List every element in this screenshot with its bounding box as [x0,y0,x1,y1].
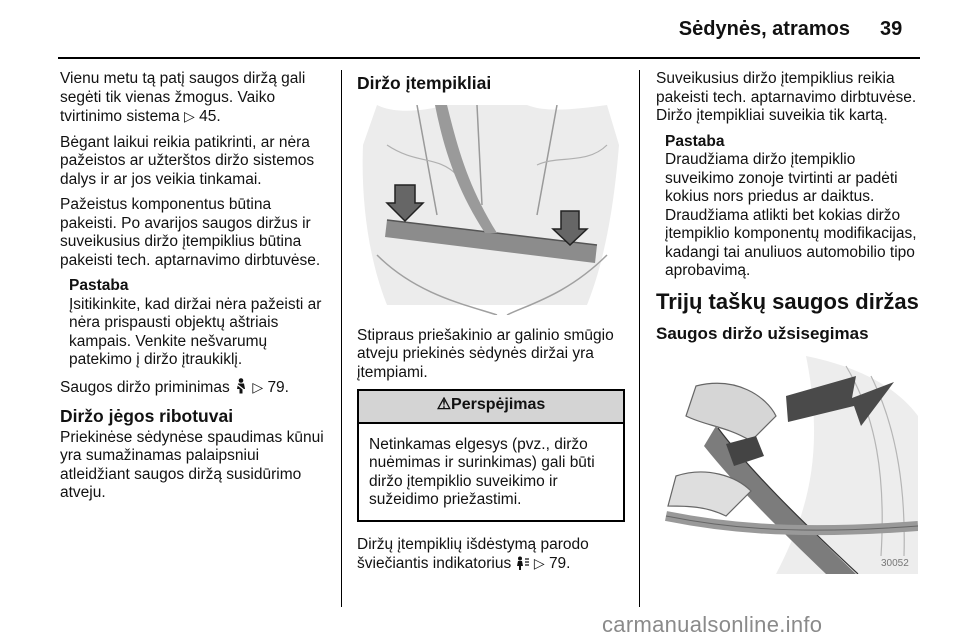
seat-belt-pretensioner-illustration [357,105,621,315]
section-heading: Diržo jėgos ribotuvai [60,406,234,426]
paragraph: Bėgant laikui reikia patikrinti, ar nėra pažeistos ar užterštos diržo sistemos dalys ir ar jos veikia tinkamai. [60,133,315,188]
section-heading: Diržo įtempikliai [357,73,492,93]
paragraph [60,378,332,398]
note [656,133,926,281]
paragraph [357,536,625,574]
subsection-heading: Saugos diržo užsisegimas [656,324,869,343]
column-divider-2 [639,70,640,607]
note [60,277,332,370]
note-text: Draudžiama diržo įtempiklio suveikimo zonoje tvirtinti ar padėti kokius nors priedus ar daiktus. Draudžiama atlikti bet kokias diržo įtempiklio komponentų modifikacijas, kadangi tai anuliuos automobilio tipo aprobavimą. [665,151,917,279]
reference-arrow-icon: ▷ [533,555,545,571]
warning-header [359,391,623,424]
column-1 [60,70,332,510]
warning-icon: ⚠ [436,396,452,413]
page-reference[interactable]: 79. [548,555,571,572]
note-text: Įsitikinkite, kad diržai nėra pažeisti ar nėra prispausti objektų aštriais kampais. Venkite nešvarumų patekimo į diržo įtraukiklį. [69,295,322,368]
paragraph: Pažeistus komponentus būtina pakeisti. Po avarijos saugos diržus ir suveikusius diržo įtempiklius būtina pakeisti tech. aptarnavimo dirbtuvėse. [60,196,321,269]
paragraph: Priekinėse sėdynėse spaudimas kūnui yra sumažinamas palaipsniui atleidžiant saugos diržą susidūrimo atveju. [60,428,324,501]
airbag-indicator-icon [516,556,530,570]
note-title: Pastaba [69,277,129,294]
page-title: Sėdynės, atramos [678,18,850,40]
figure-code: 30052 [881,557,909,569]
header-divider [58,57,920,59]
warning-text: Netinkamas elgesys (pvz., diržo nuėmimas ir surinkimas) gali būti diržo įtempiklio suveikimo ir sužeidimo priežastimi. [369,435,595,508]
watermark: carmanualsonline.info [602,612,823,637]
paragraph-text: Saugos diržo priminimas [60,378,230,396]
paragraph-text: Diržų įtempiklių išdėstymą parodo šviečiantis indikatorius [357,535,589,572]
page-reference[interactable]: 79. [267,378,289,396]
note-title: Pastaba [665,132,725,150]
warning-box [357,389,625,522]
paragraph: Suveikusius diržo įtempiklius reikia pakeisti tech. aptarnavimo dirbtuvėse. Diržo įtempikliai suveikia tik kartą. [656,70,917,124]
reference-arrow-icon: ▷ [184,108,195,124]
column-2 [357,70,625,581]
page-reference[interactable]: 45. [199,108,221,125]
reference-arrow-icon: ▷ [252,378,264,395]
buckling-seat-belt-illustration [656,356,918,574]
paragraph [60,70,332,127]
column-3 [656,70,926,574]
seatbelt-person-icon [234,378,248,394]
paragraph: Stipraus priešakinio ar galinio smūgio atveju priekinės sėdynės diržai yra įtempiami. [357,326,614,381]
section-heading: Trijų taškų saugos diržas [656,288,919,314]
page-number: 39 [880,18,903,40]
column-divider-1 [341,70,342,607]
paragraph-text: Vienu metu tą patį saugos diržą gali segėti tik vienas žmogus. Vaiko tvirtinimo sistema [60,70,306,125]
warning-title: Perspėjimas [451,396,546,413]
